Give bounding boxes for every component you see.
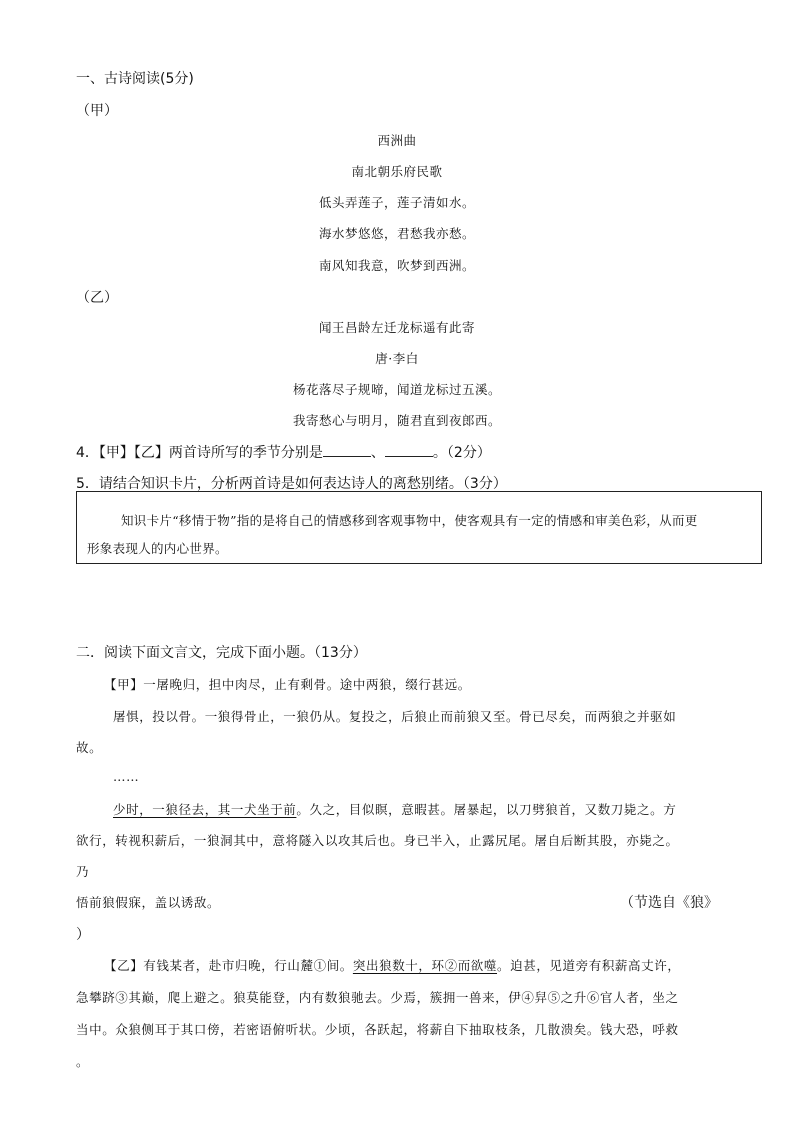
passage-yi-line: 急攀跻③其巅，爬上避之。狼莫能登，内有数狼驰去。少焉，簇拥一兽来，伊④舁⑤之升⑥官人者，坐之	[76, 990, 679, 1005]
underlined-sentence: 突出狼数十，环②而欲噬	[352, 958, 498, 973]
passage-jia-p2-line: 屠惧，投以骨。一狼得骨止，一狼仍从。复投之，后狼止而前狼又至。骨已尽矣，而两狼之并驱如	[113, 709, 677, 724]
passage-text: 【乙】有钱某者，赴市归晚，行山麓①间。	[104, 958, 353, 973]
knowledge-card-line: 形象表现人的内心世界。	[87, 541, 228, 556]
poem-a-label: （甲）	[76, 103, 118, 119]
poem-a-line: 南风知我意，吹梦到西洲。	[318, 258, 475, 273]
source-note: （节选自《狼》	[620, 895, 718, 911]
poem-b-line: 杨花落尽子规啼，闻道龙标过五溪。	[292, 382, 501, 397]
passage-jia-p3-line: 乃	[76, 864, 90, 879]
section1-heading: 一、古诗阅读(5分)	[76, 71, 194, 87]
answer-blank-2[interactable]	[385, 444, 433, 457]
question-4-points: 。（2分）	[432, 445, 491, 461]
poem-b-label: （乙）	[76, 290, 118, 306]
section2-heading: 二．阅读下面文言文，完成下面小题。（13分）	[76, 645, 367, 661]
passage-jia-p2-line: 故。	[76, 740, 103, 755]
poem-a-author: 南北朝乐府民歌	[351, 164, 443, 179]
passage-text: 。久之，目似瞑，意暇甚。屠暴起，以刀劈狼首，又数刀毙之。方	[296, 802, 677, 817]
passage-yi-line	[104, 956, 680, 974]
passage-jia-p3-line: 悟前狼假寐，盖以诱敌。	[76, 895, 221, 910]
question-5: 5．请结合知识卡片，分析两首诗是如何表达诗人的离愁别绪。（3分）	[76, 476, 507, 492]
passage-jia-p1: 【甲】一屠晚归，担中肉尽，止有剩骨。途中两狼，缀行甚远。	[104, 677, 471, 692]
passage-yi-line: 当中。众狼侧耳于其口傍，若密语俯听状。少顷，各跃起，将薪自下抽取枝条，几散溃矣。钱大恐，呼救	[76, 1022, 679, 1037]
passage-yi-line: 。	[76, 1054, 90, 1069]
poem-a-line: 低头弄莲子，莲子清如水。	[318, 195, 475, 210]
passage-jia-p3-line	[113, 800, 676, 818]
poem-a-title: 西洲曲	[377, 133, 417, 148]
poem-a-line: 海水梦悠悠，君愁我亦愁。	[318, 226, 475, 241]
poem-b-line: 我寄愁心与明月，随君直到夜郎西。	[292, 413, 501, 428]
answer-blank-1[interactable]	[323, 444, 371, 457]
ellipsis: ……	[113, 769, 140, 784]
source-note-close: ）	[76, 927, 90, 943]
underlined-sentence: 少时，一狼径去，其一犬坐于前	[113, 802, 297, 817]
poem-b-title: 闻王昌龄左迁龙标遥有此寄	[318, 320, 475, 335]
passage-text: 。迫甚，见道旁有积薪高丈许，	[497, 958, 681, 973]
poem-b-author: 唐·李白	[375, 351, 419, 366]
knowledge-card-line: 知识卡片“移情于物”指的是将自己的情感移到客观事物中，使客观具有一定的情感和审美色彩，从而更	[121, 513, 698, 528]
knowledge-card	[76, 491, 762, 564]
question-4-separator: 、	[370, 445, 385, 461]
question-4	[76, 442, 491, 462]
passage-jia-p3-line: 欲行，转视积薪后，一狼洞其中，意将隧入以攻其后也。身已半入，止露尻尾。屠自后断其股，亦毙之。	[76, 833, 679, 848]
question-4-text: 4．【甲】【乙】两首诗所写的季节分别是	[76, 445, 323, 461]
